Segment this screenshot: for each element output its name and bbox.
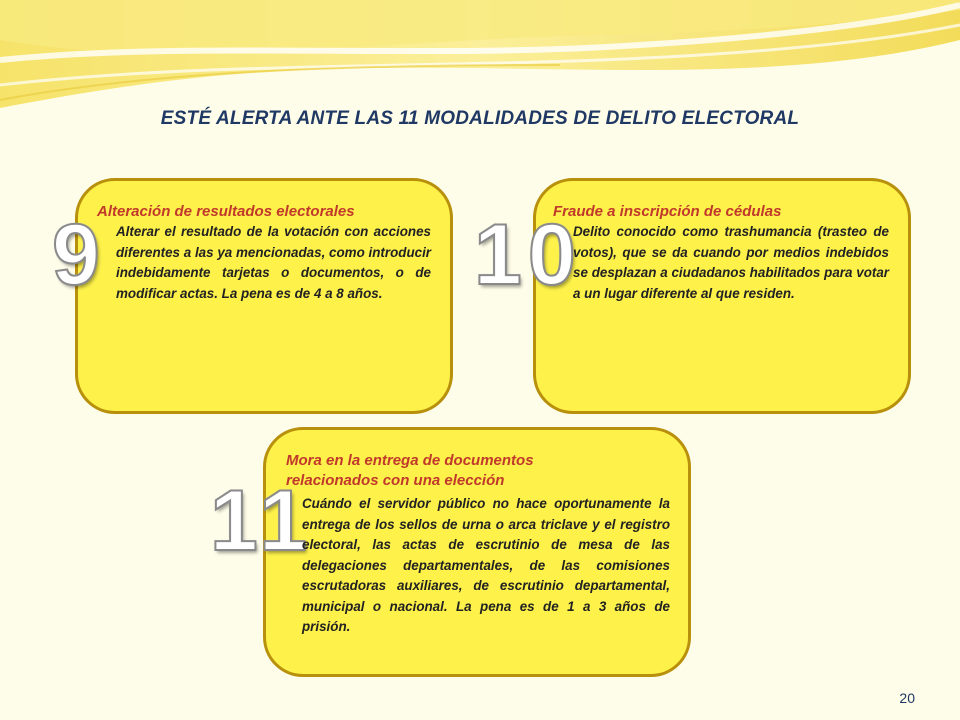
card-9-body: Alterar el resultado de la votación con acciones diferentes a las ya mencionadas, como introducir indebidamente tarjetas o documentos, o de modificar actas. La pena es de 4 a 8 años. xyxy=(116,224,431,301)
card-11-heading: Mora en la entrega de documentos relacionados con una elección xyxy=(286,452,534,489)
card-11-body: Cuándo el servidor público no hace oportunamente la entrega de los sellos de urna o arca triclave y el registro electoral, las actas de escrutinio de mesa de las delegaciones departamentales, de las comisiones escrutadoras auxiliares, de escrutinio departamental, municipal o nacional. La pena es de 1 a 3 años de prisión. xyxy=(302,496,670,634)
number-11: 11 xyxy=(210,473,313,569)
number-10: 10 xyxy=(474,207,582,303)
card-10-body: Delito conocido como trashumancia (trasteo de votos), que se da cuando por medios indebidos se desplazan a ciudadanos habilitados para votar a un lugar diferente al que residen. xyxy=(573,224,889,301)
decorative-header-swoosh xyxy=(0,0,960,110)
page-number: 20 xyxy=(899,690,915,706)
number-9: 9 xyxy=(52,207,106,303)
slide-title: ESTÉ ALERTA ANTE LAS 11 MODALIDADES DE DELITO ELECTORAL xyxy=(160,108,800,129)
card-10-heading: Fraude a inscripción de cédulas xyxy=(553,203,782,220)
card-9-heading: Alteración de resultados electorales xyxy=(97,203,355,220)
